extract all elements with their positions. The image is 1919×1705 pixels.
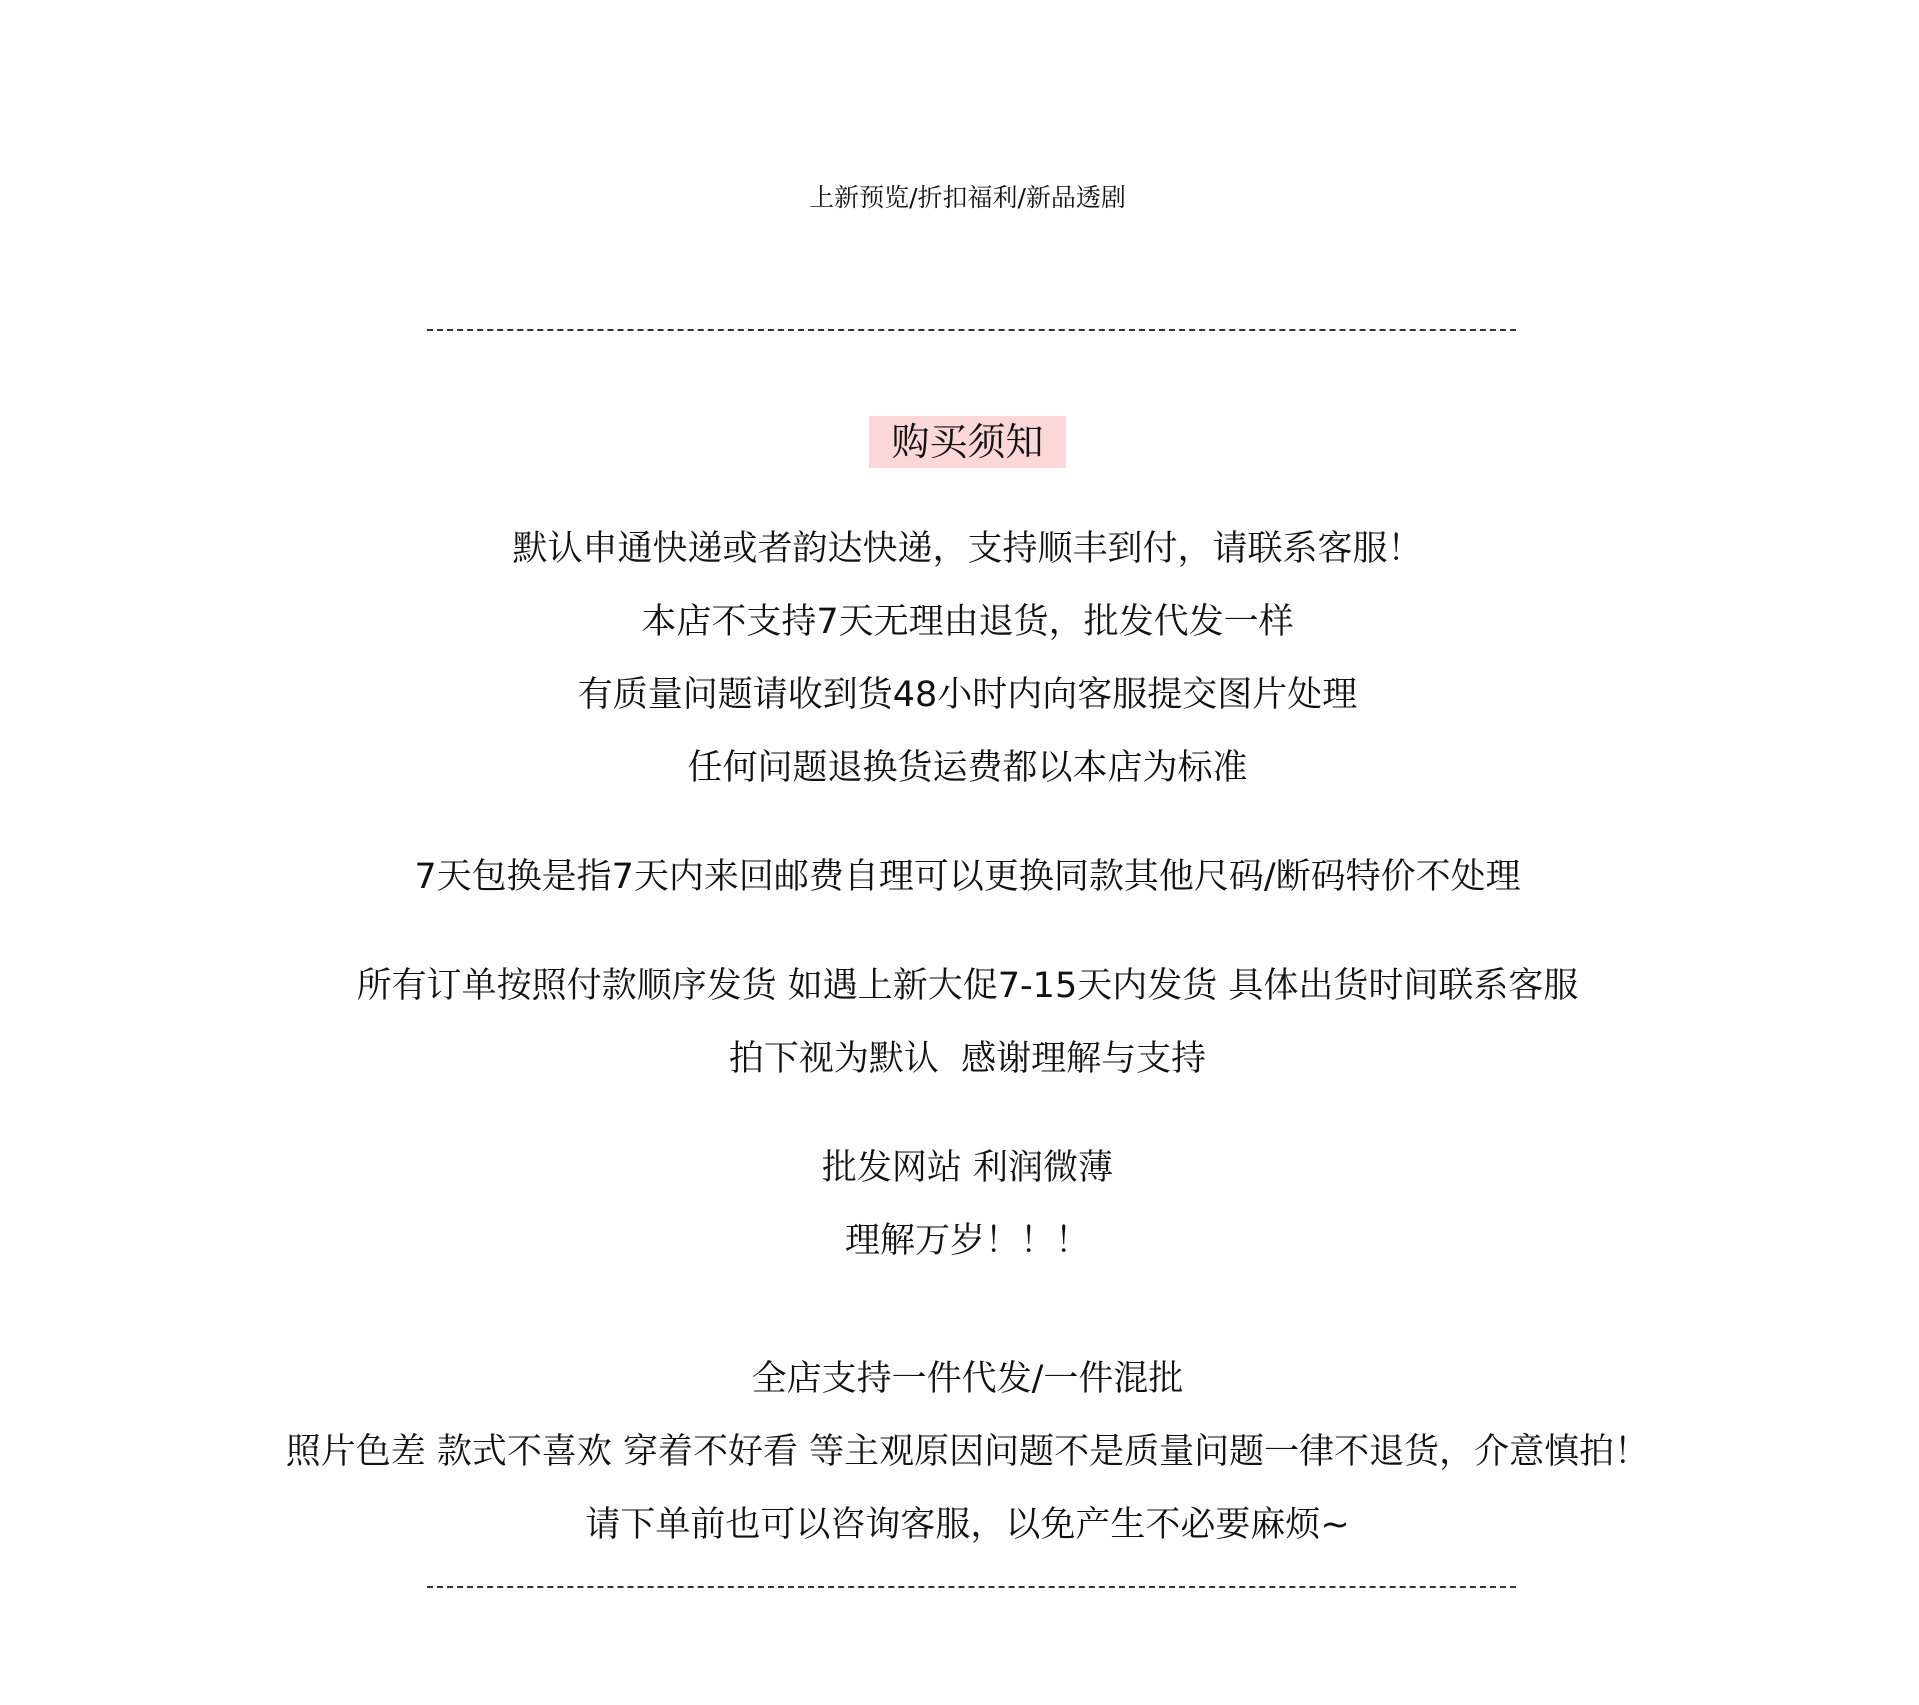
notice-line: 有质量问题请收到货48小时内向客服提交图片处理 xyxy=(577,675,1358,715)
notice-title: 购买须知 xyxy=(869,416,1065,468)
nav-links-text: 上新预览/折扣福利/新品透剧 xyxy=(809,183,1126,212)
notice-line: 本店不支持7天无理由退货，批发代发一样 xyxy=(641,602,1294,642)
divider-top xyxy=(427,329,1516,331)
notice-line: 拍下视为默认 感谢理解与支持 xyxy=(728,1039,1207,1079)
notice-line: 请下单前也可以咨询客服，以免产生不必要麻烦~ xyxy=(585,1505,1350,1545)
notice-line: 全店支持一件代发/一件混批 xyxy=(751,1359,1184,1399)
notice-line: 批发网站 利润微薄 xyxy=(821,1148,1114,1188)
notice-line: 任何问题退换货运费都以本店为标准 xyxy=(687,748,1248,788)
notice-line: 默认申通快递或者韵达快递，支持顺丰到付，请联系客服！ xyxy=(512,529,1423,569)
notice-line: 7天包换是指7天内来回邮费自理可以更换同款其他尺码/断码特价不处理 xyxy=(414,857,1521,897)
notice-line: 所有订单按照付款顺序发货 如遇上新大促7-15天内发货 具体出货时间联系客服 xyxy=(356,966,1579,1006)
notice-line: 理解万岁！！！ xyxy=(844,1221,1090,1261)
notice-line: 照片色差 款式不喜欢 穿着不好看 等主观原因问题不是质量问题一律不退货，介意慎拍！ xyxy=(285,1432,1650,1472)
divider-bottom xyxy=(427,1586,1516,1588)
